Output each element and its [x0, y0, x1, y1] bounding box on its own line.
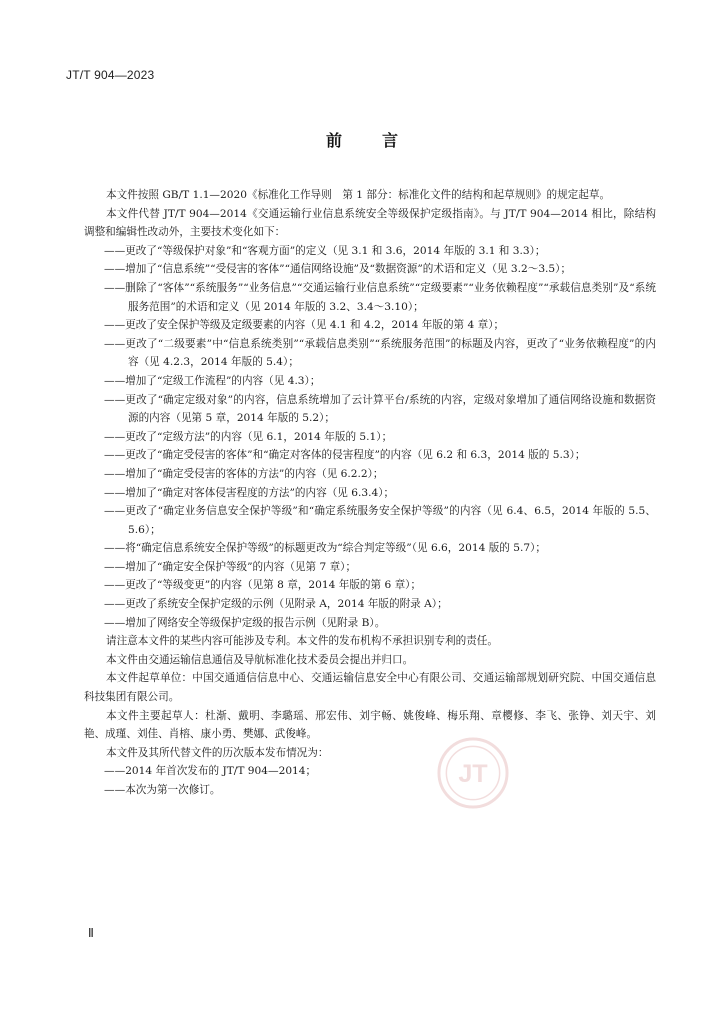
- paragraph: 本文件主要起草人：杜渐、戴明、李璐瑶、邢宏伟、刘宇畅、姚俊峰、梅乐翔、章樱修、李飞、张铮、刘天宇、刘艳、成瑾、刘佳、肖榕、康小勇、樊娜、武俊峰。: [84, 709, 656, 741]
- change-item: ——更改了“确定受侵害的客体”和“确定对客体的侵害程度”的内容（见 6.2 和 6.3，2014 版的 5.3）；: [104, 449, 586, 462]
- paragraph: 请注意本文件的某些内容可能涉及专利。本文件的发布机构不承担识别专利的责任。: [106, 635, 498, 648]
- change-item: ——更改了“等级保护对象”和“客观方面”的定义（见 3.1 和 3.6，2014 年版的 3.1 和 3.3）；: [104, 244, 546, 257]
- change-item: ——增加了“确定安全保护等级”的内容（见第 7 章）；: [104, 560, 357, 573]
- change-item: ——更改了安全保护等级及定级要素的内容（见 4.1 和 4.2，2014 年版的第 4 章）；: [104, 319, 505, 332]
- change-item: ——将“确定信息系统安全保护等级”的标题更改为“综合判定等级”（见 6.6，2014 版的 5.7）；: [104, 542, 547, 555]
- jt-logo-watermark-icon: [436, 736, 510, 810]
- change-item: ——增加了“确定受侵害的客体的方法”的内容（见 6.2.2）；: [104, 467, 384, 480]
- change-item: ——更改了系统安全保护定级的示例（见附录 A，2014 年版的附录 A）；: [104, 598, 448, 611]
- paragraph: 本文件代替 JT/T 904—2014《交通运输行业信息系统安全等级保护定级指南》。与 JT/T 904—2014 相比，除结构调整和编辑性改动外，主要技术变化如下：: [84, 207, 656, 239]
- change-item: ——增加了“定级工作流程”的内容（见 4.3）；: [104, 374, 321, 387]
- paragraph: 本文件起草单位：中国交通通信信息中心、交通运输信息安全中心有限公司、交通运输部规划研究院、中国交通信息科技集团有限公司。: [84, 672, 656, 704]
- paragraph: 本文件由交通运输信息通信及导航标准化技术委员会提出并归口。: [106, 653, 414, 666]
- change-item: ——更改了“确定定级对象”的内容，信息系统增加了云计算平台/系统的内容，定级对象增加了通信网络设施和数据资源的内容（见第 5 章，2014 年版的 5.2）；: [104, 393, 656, 425]
- history-item: ——本次为第一次修订。: [104, 784, 221, 796]
- paragraph: 本文件按照 GB/T 1.1—2020《标准化工作导则 第 1 部分：标准化文件的结构和起草规则》的规定起草。: [106, 189, 611, 201]
- page-number: Ⅱ: [88, 926, 94, 940]
- document-code: JT/T 904—2023: [66, 68, 155, 82]
- change-item: ——增加了“确定对客体侵害程度的方法”的内容（见 6.3.4）；: [104, 486, 395, 499]
- page-title: 前言: [325, 131, 438, 150]
- watermark-text: JT: [458, 759, 488, 788]
- change-item: ——更改了“确定业务信息安全保护等级”和“确定系统服务安全保护等级”的内容（见 6.4、6.5，2014 年版的 5.5、5.6）；: [104, 505, 656, 536]
- history-item: ——2014 年首次发布的 JT/T 904—2014；: [104, 765, 317, 778]
- change-item: ——删除了“客体”“系统服务”“业务信息”“交通运输行业信息系统”“定级要素”“业务依赖程度”“承载信息类别”及“系统服务范围”的术语和定义（见 2014 年版的 3.2、3.4～3.10）；: [104, 281, 656, 313]
- change-item: ——增加了“信息系统”“受侵害的客体”“通信网络设施”及“数据资源”的术语和定义（见 3.2～3.5）；: [104, 263, 572, 276]
- change-item: ——增加了网络安全等级保护定级的报告示例（见附录 B）。: [104, 616, 386, 629]
- paragraph: 本文件及其所代替文件的历次版本发布情况为：: [106, 746, 329, 759]
- change-item: ——更改了“二级要素”中“信息系统类别”“承载信息类别”“系统服务范围”的标题及内容，更改了“业务依赖程度”的内容（见 4.2.3，2014 年版的 5.4）；: [104, 337, 656, 369]
- change-item: ——更改了“定级方法”的内容（见 6.1，2014 年版的 5.1）；: [104, 430, 393, 443]
- change-item: ——更改了“等级变更”的内容（见第 8 章，2014 年版的第 6 章）；: [104, 579, 422, 592]
- foreword-body: [84, 186, 656, 800]
